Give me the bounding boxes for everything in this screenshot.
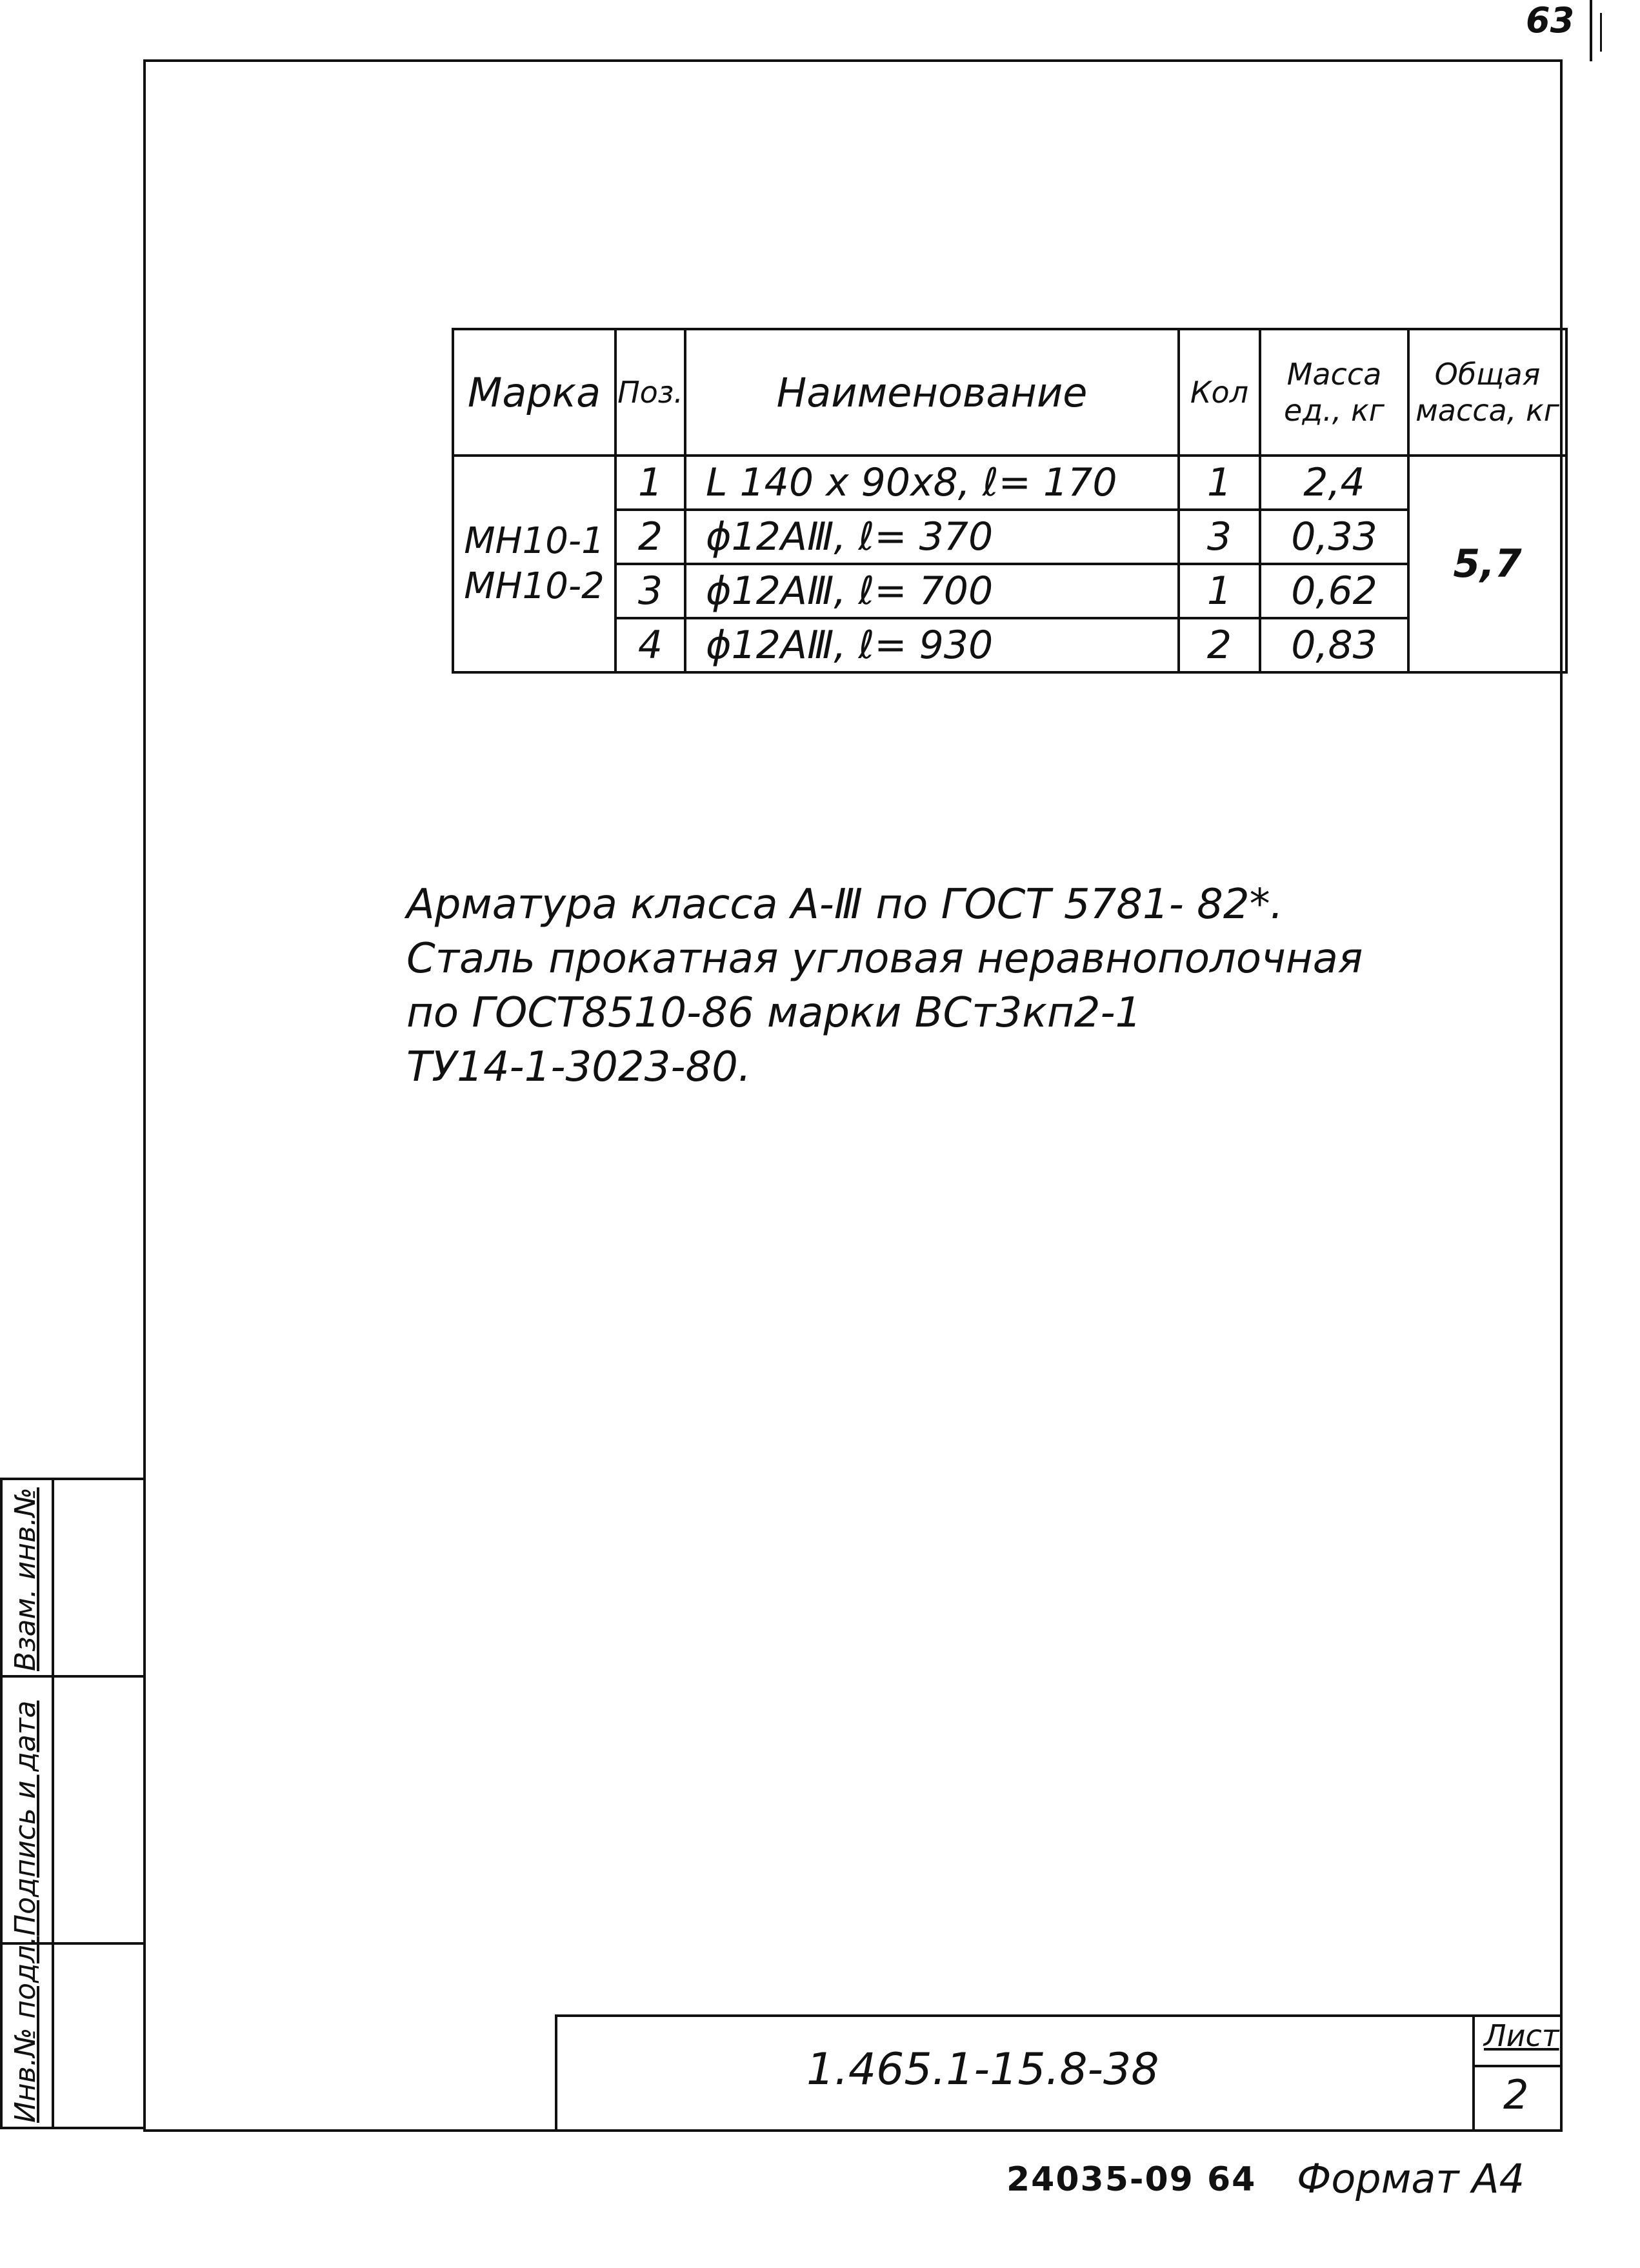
mass-cell: 2,4 [1260,456,1408,510]
corner-divider-2 [1600,13,1602,52]
note-line-4: ТУ14-1-3023-80. [406,1043,752,1091]
notes [406,878,1363,1094]
note-line-3: по ГОСТ8510-86 марки ВСт3кп2-1 [406,989,1142,1037]
margin-line-inner [52,1478,54,2129]
table-row [453,618,1566,672]
name-cell: L 140 x 90x8, ℓ= 170 [685,456,1179,510]
pos-cell: 3 [615,564,685,618]
margin-line-bottom [0,2127,143,2129]
document-code: 1.465.1-15.8-38 [806,2044,1159,2095]
sheet-number: 2 [1503,2071,1529,2118]
corner-divider [1590,0,1592,61]
header-name: Наименование [685,329,1179,456]
mass-cell: 0,33 [1260,510,1408,564]
sheet-corner-number: 63 [1526,0,1575,41]
pos-cell: 1 [615,456,685,510]
table-row [453,564,1566,618]
replaces-inv-label: Взам. инв.№ [9,1487,42,1671]
table-header-row [453,329,1566,456]
margin-divider-1 [0,1675,143,1678]
header-total-mass: Общая масса, кг [1408,329,1566,456]
mark-2: МН10-2 [464,565,605,607]
qty-cell: 1 [1179,564,1260,618]
specification-table [452,328,1568,674]
table-row [453,510,1566,564]
qty-cell: 1 [1179,456,1260,510]
header-pos: Поз. [615,329,685,456]
title-block-sheet-divider [1472,2065,1563,2067]
note-line-2: Сталь прокатная угловая неравнополочная [406,935,1363,983]
header-unit-mass: Масса ед., кг [1260,329,1408,456]
signature-date-label: Подпись и дата [9,1700,42,1936]
title-block-sheet-column [1472,2014,1475,2132]
qty-cell: 2 [1179,618,1260,672]
pos-cell: 4 [615,618,685,672]
total-mass-cell: 5,7 [1408,456,1566,672]
mass-cell: 0,83 [1260,618,1408,672]
margin-line-left [0,1478,3,2129]
mass-cell: 0,62 [1260,564,1408,618]
header-mark: Марка [453,329,615,456]
inv-no-label: Инв.№ подл. [9,1936,42,2123]
margin-line-top [0,1478,143,1480]
sheet-label: Лист [1484,2018,1559,2053]
note-line-1: Арматура класса А-Ⅲ по ГОСТ 5781- 82*. [406,881,1283,928]
format-label: Формат А4 [1297,2155,1525,2202]
name-cell: ϕ12АⅢ, ℓ= 700 [685,564,1179,618]
qty-cell: 3 [1179,510,1260,564]
archive-number: 24035-09 64 [1006,2160,1257,2199]
mark-1: МН10-1 [464,520,605,562]
name-cell: ϕ12АⅢ, ℓ= 930 [685,618,1179,672]
mark-cell [453,456,615,672]
name-cell: ϕ12АⅢ, ℓ= 370 [685,510,1179,564]
pos-cell: 2 [615,510,685,564]
header-qty: Кол [1179,329,1260,456]
margin-stamp [0,1478,143,2129]
table-row [453,456,1566,510]
